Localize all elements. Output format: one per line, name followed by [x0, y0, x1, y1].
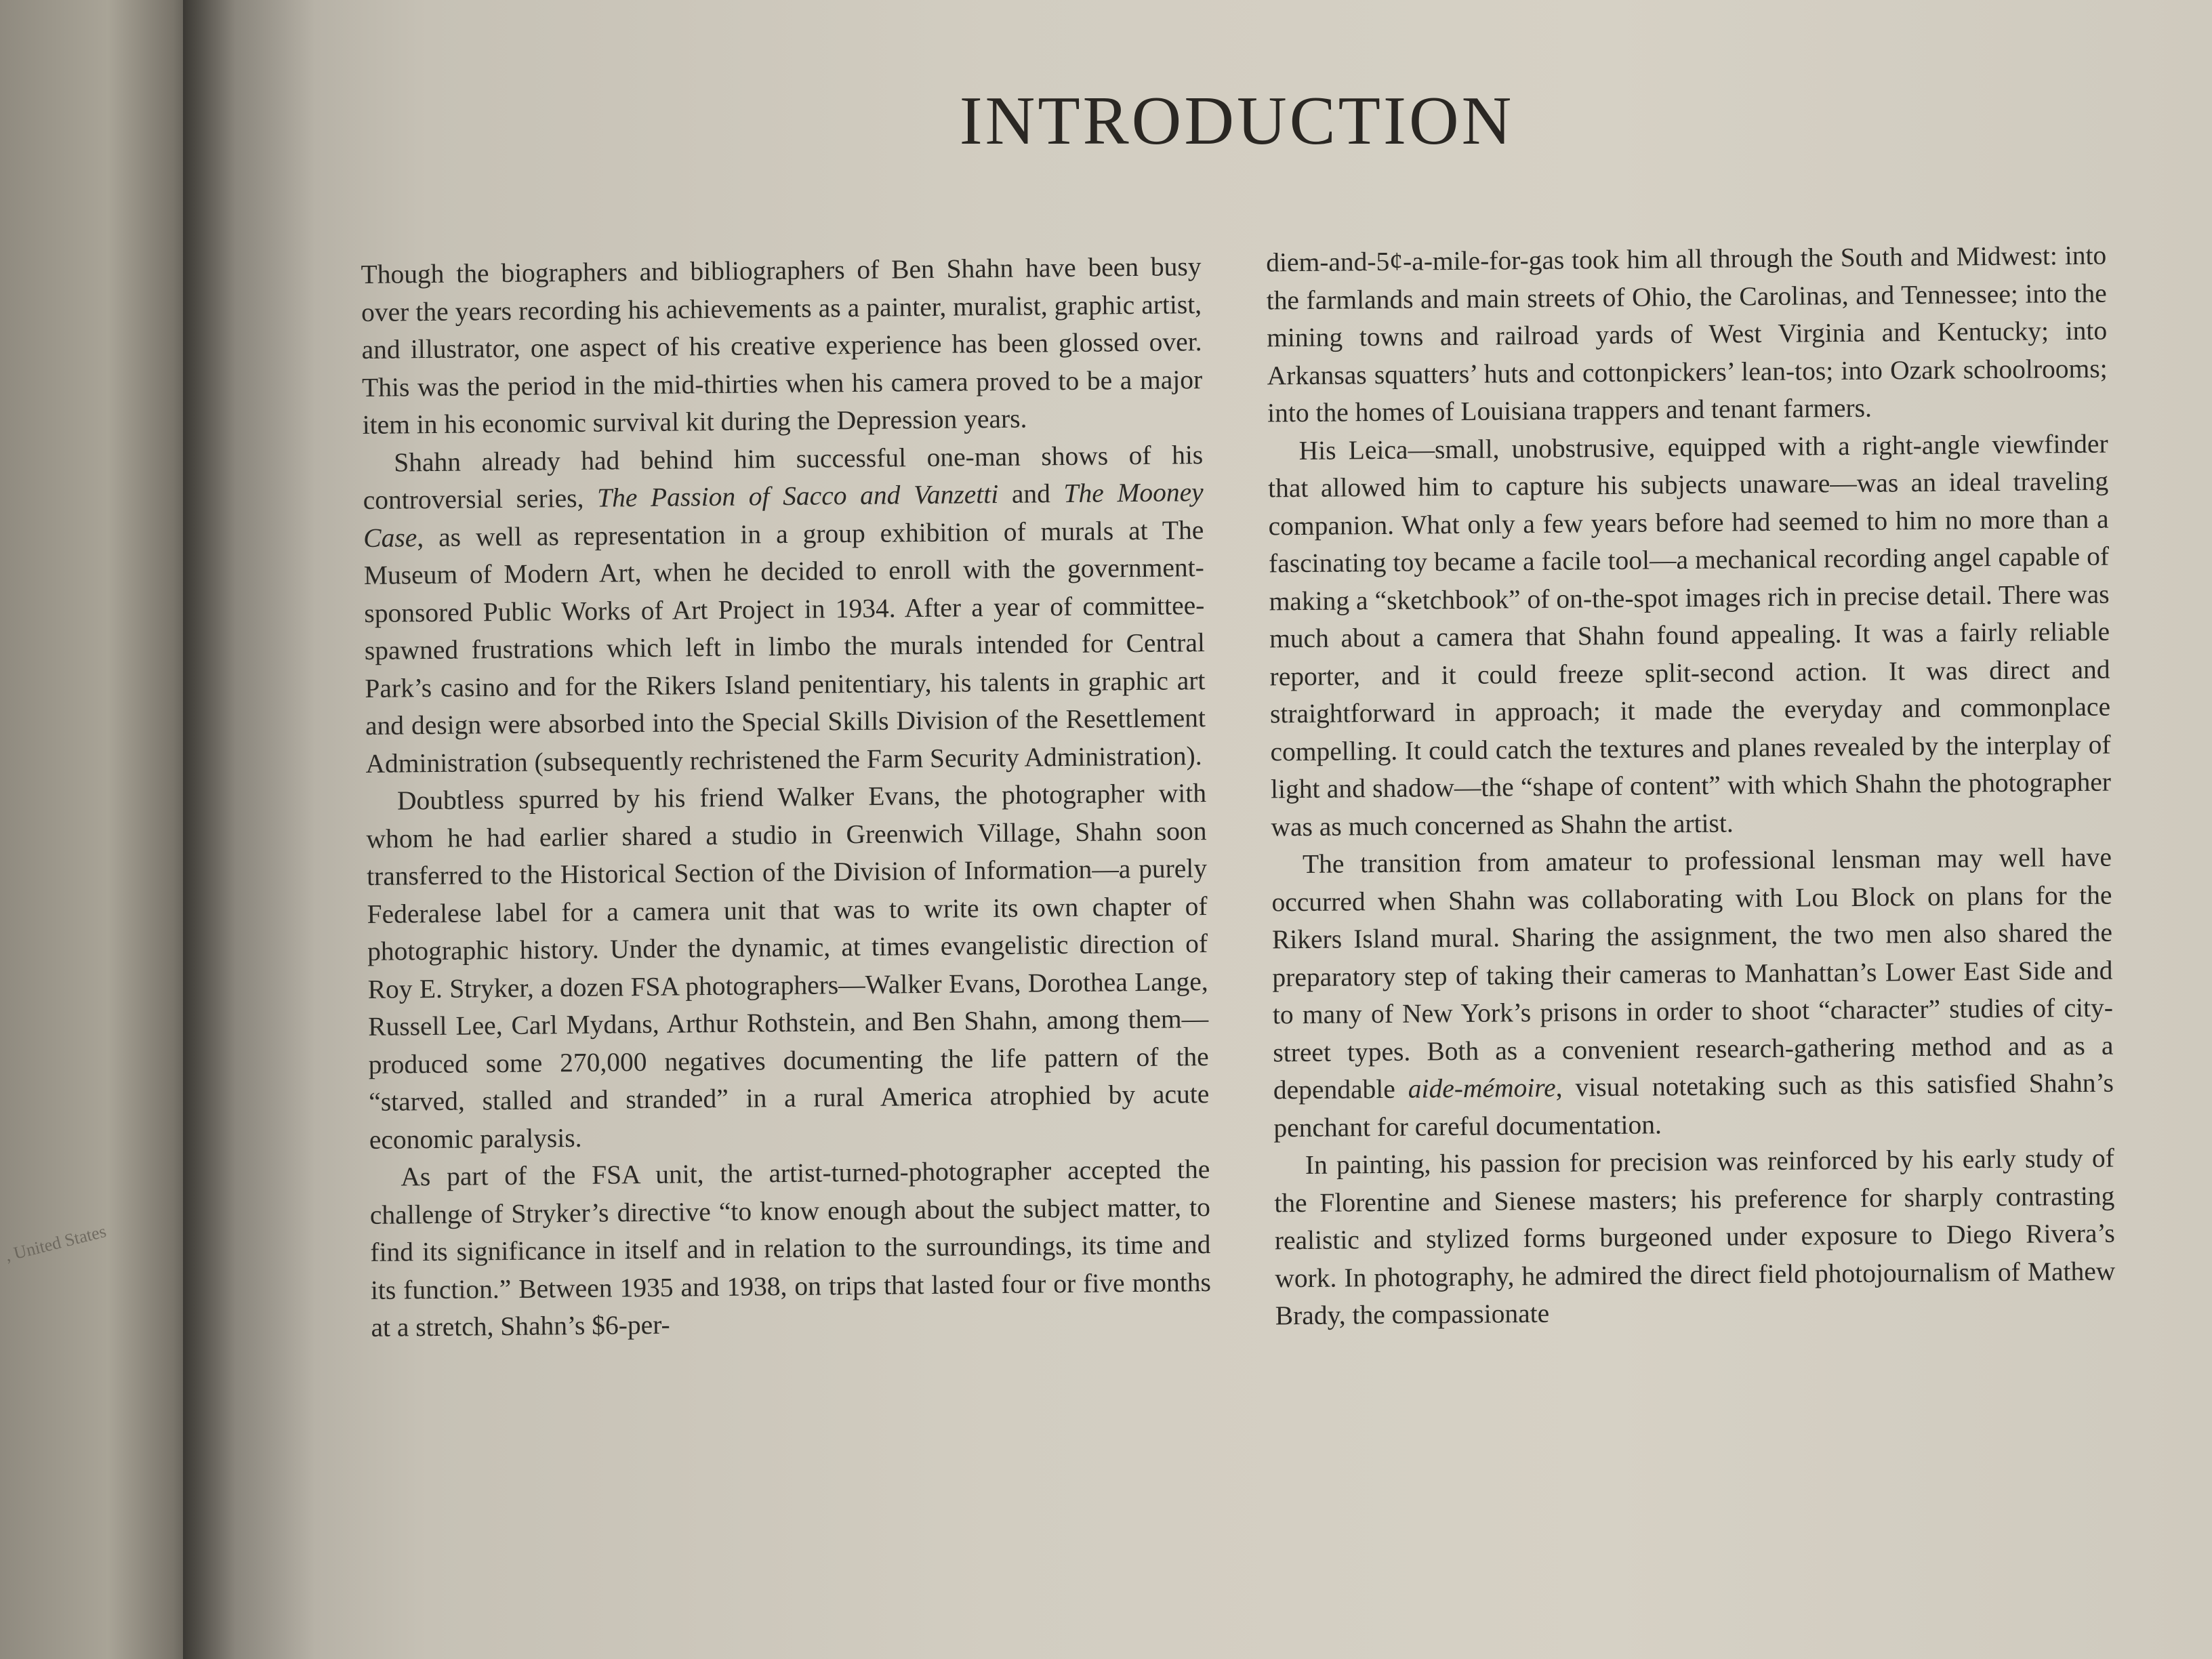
paragraph-5: diem-and-5¢-a-mile-for-gas took him all through the South and Midwest: into the farmlands and main streets of Ohio, the Carolinas, and Tennessee; into the mining towns and railroad yards of West Virginia and Kentucky; into Arkansas squatters’ huts and cottonpickers’ lean-tos; into Ozark schoolrooms; into the homes of Louisiana trappers and tenant farmers. [1266, 240, 2108, 428]
paragraph-7-text-b: , visual notetaking such as this satisfied Shahn’s penchant for careful documentation. [1273, 1067, 2114, 1143]
paragraph-3: Doubtless spurred by his friend Walker Evans, the photographer with whom he had earlier shared a studio in Greenwich Village, Shahn soon transferred to the Historical Section of the Division of Information—a purely Federalese label for a camera unit that was to write its own chapter of photographic history. Under the dynamic, at times evangelistic direction of Roy E. Stryker, a dozen FSA photographers—Walker Evans, Dorothea Lange, Russell Lee, Carl Mydans, Arthur Rothstein, and Ben Shahn, among them—produced some 270,000 negatives documenting the life pattern of the “starved, stalled and stranded” in a rural America atrophied by acute economic paralysis. [366, 778, 1210, 1155]
paragraph-1: Though the biographers and bibliographers of Ben Shahn have been busy over the years recording his achievements as a painter, muralist, graphic artist, and illustrator, one aspect of his creative experience has been glossed over. This was the period in the mid-thirties when his camera proved to be a major item in his economic survival kit during the Depression years. [361, 251, 1203, 440]
paragraph-8: In painting, his passion for precision was reinforced by his early study of the Florentine and Sienese masters; his preference for sharply contrasting realistic and stylized forms burgeoned under exposure to Diego Rivera’s work. In photography, he admired the direct field photojournalism of Mathew Brady, the compassionate [1274, 1143, 2116, 1331]
paragraph-7 [1271, 839, 2114, 1147]
paragraph-2-text-a: Shahn already had behind him successful one-man shows of his controversial series, [363, 439, 1204, 515]
paragraph-2-text-c: , as well as representation in a group exhibition of murals at The Museum of Modern Art, when he decided to enroll with the government-sponsored Public Works of Art Project in 1934. After a year of committee-spawned frustrations which left in limbo the murals intended for Central Park’s casino and for the Rikers Island penitentiary, his talents in graphic art and design were absorbed into the Special Skills Division of the Resettlement Administration (subsequently rechristened the Farm Security Administration). [363, 514, 1206, 779]
paragraph-2 [363, 436, 1206, 783]
book-gutter-shadow [183, 0, 359, 1659]
paragraph-2-text-b: and [998, 478, 1064, 509]
paragraph-7-text-a: The transition from amateur to professional lensman may well have occurred when Shahn was collaborating with Lou Block on plans for the Rikers Island mural. Sharing the assignment, the two men also shared the preparatory step of taking their cameras to Manhattan’s Lower East Side and to many of New York’s prisons in order to shoot “character” studies of city-street types. Both as a convenient research-gathering method and as a dependable [1271, 842, 2114, 1105]
term-aide-memoire: aide-mémoire [1408, 1072, 1556, 1104]
page-title: INTRODUCTION [959, 83, 1515, 159]
title-passion-sacco-vanzetti: The Passion of Sacco and Vanzetti [596, 478, 999, 513]
paragraph-6: His Leica—small, unobstrusive, equipped with a right-angle viewfinder that allowed him to capture his subjects unaware—was an ideal traveling companion. What only a few years before had seemed to him no more than a fascinating toy became a facile tool—a mechanical recording angel capable of making a “sketchbook” of on-the-spot images rich in precise detail. There was much about a camera that Shahn found appealing. It was a fairly reliable reporter, and it could freeze split-second action. It was direct and straightforward in approach; it made the everyday and commonplace compelling. It could catch the textures and planes revealed by the interplay of light and shadow—the “shape of content” with which Shahn the photographer was as much concerned as Shahn the artist. [1267, 428, 2112, 842]
paragraph-4: As part of the FSA unit, the artist-turned-photographer accepted the challenge of Stryker’s directive “to know enough about the subject matter, to find its significance in itself and in relation to the surroundings, its time and its function.” Between 1935 and 1938, on trips that lasted four or five months at a stretch, Shahn’s $6-per- [369, 1154, 1212, 1343]
left-page-bleed-text: , United States [3, 1221, 108, 1266]
text-column-left [361, 248, 1211, 1347]
left-page-edge [0, 0, 197, 1659]
title-mooney-case: The Mooney Case [363, 477, 1204, 553]
text-column-right [1266, 237, 2116, 1335]
